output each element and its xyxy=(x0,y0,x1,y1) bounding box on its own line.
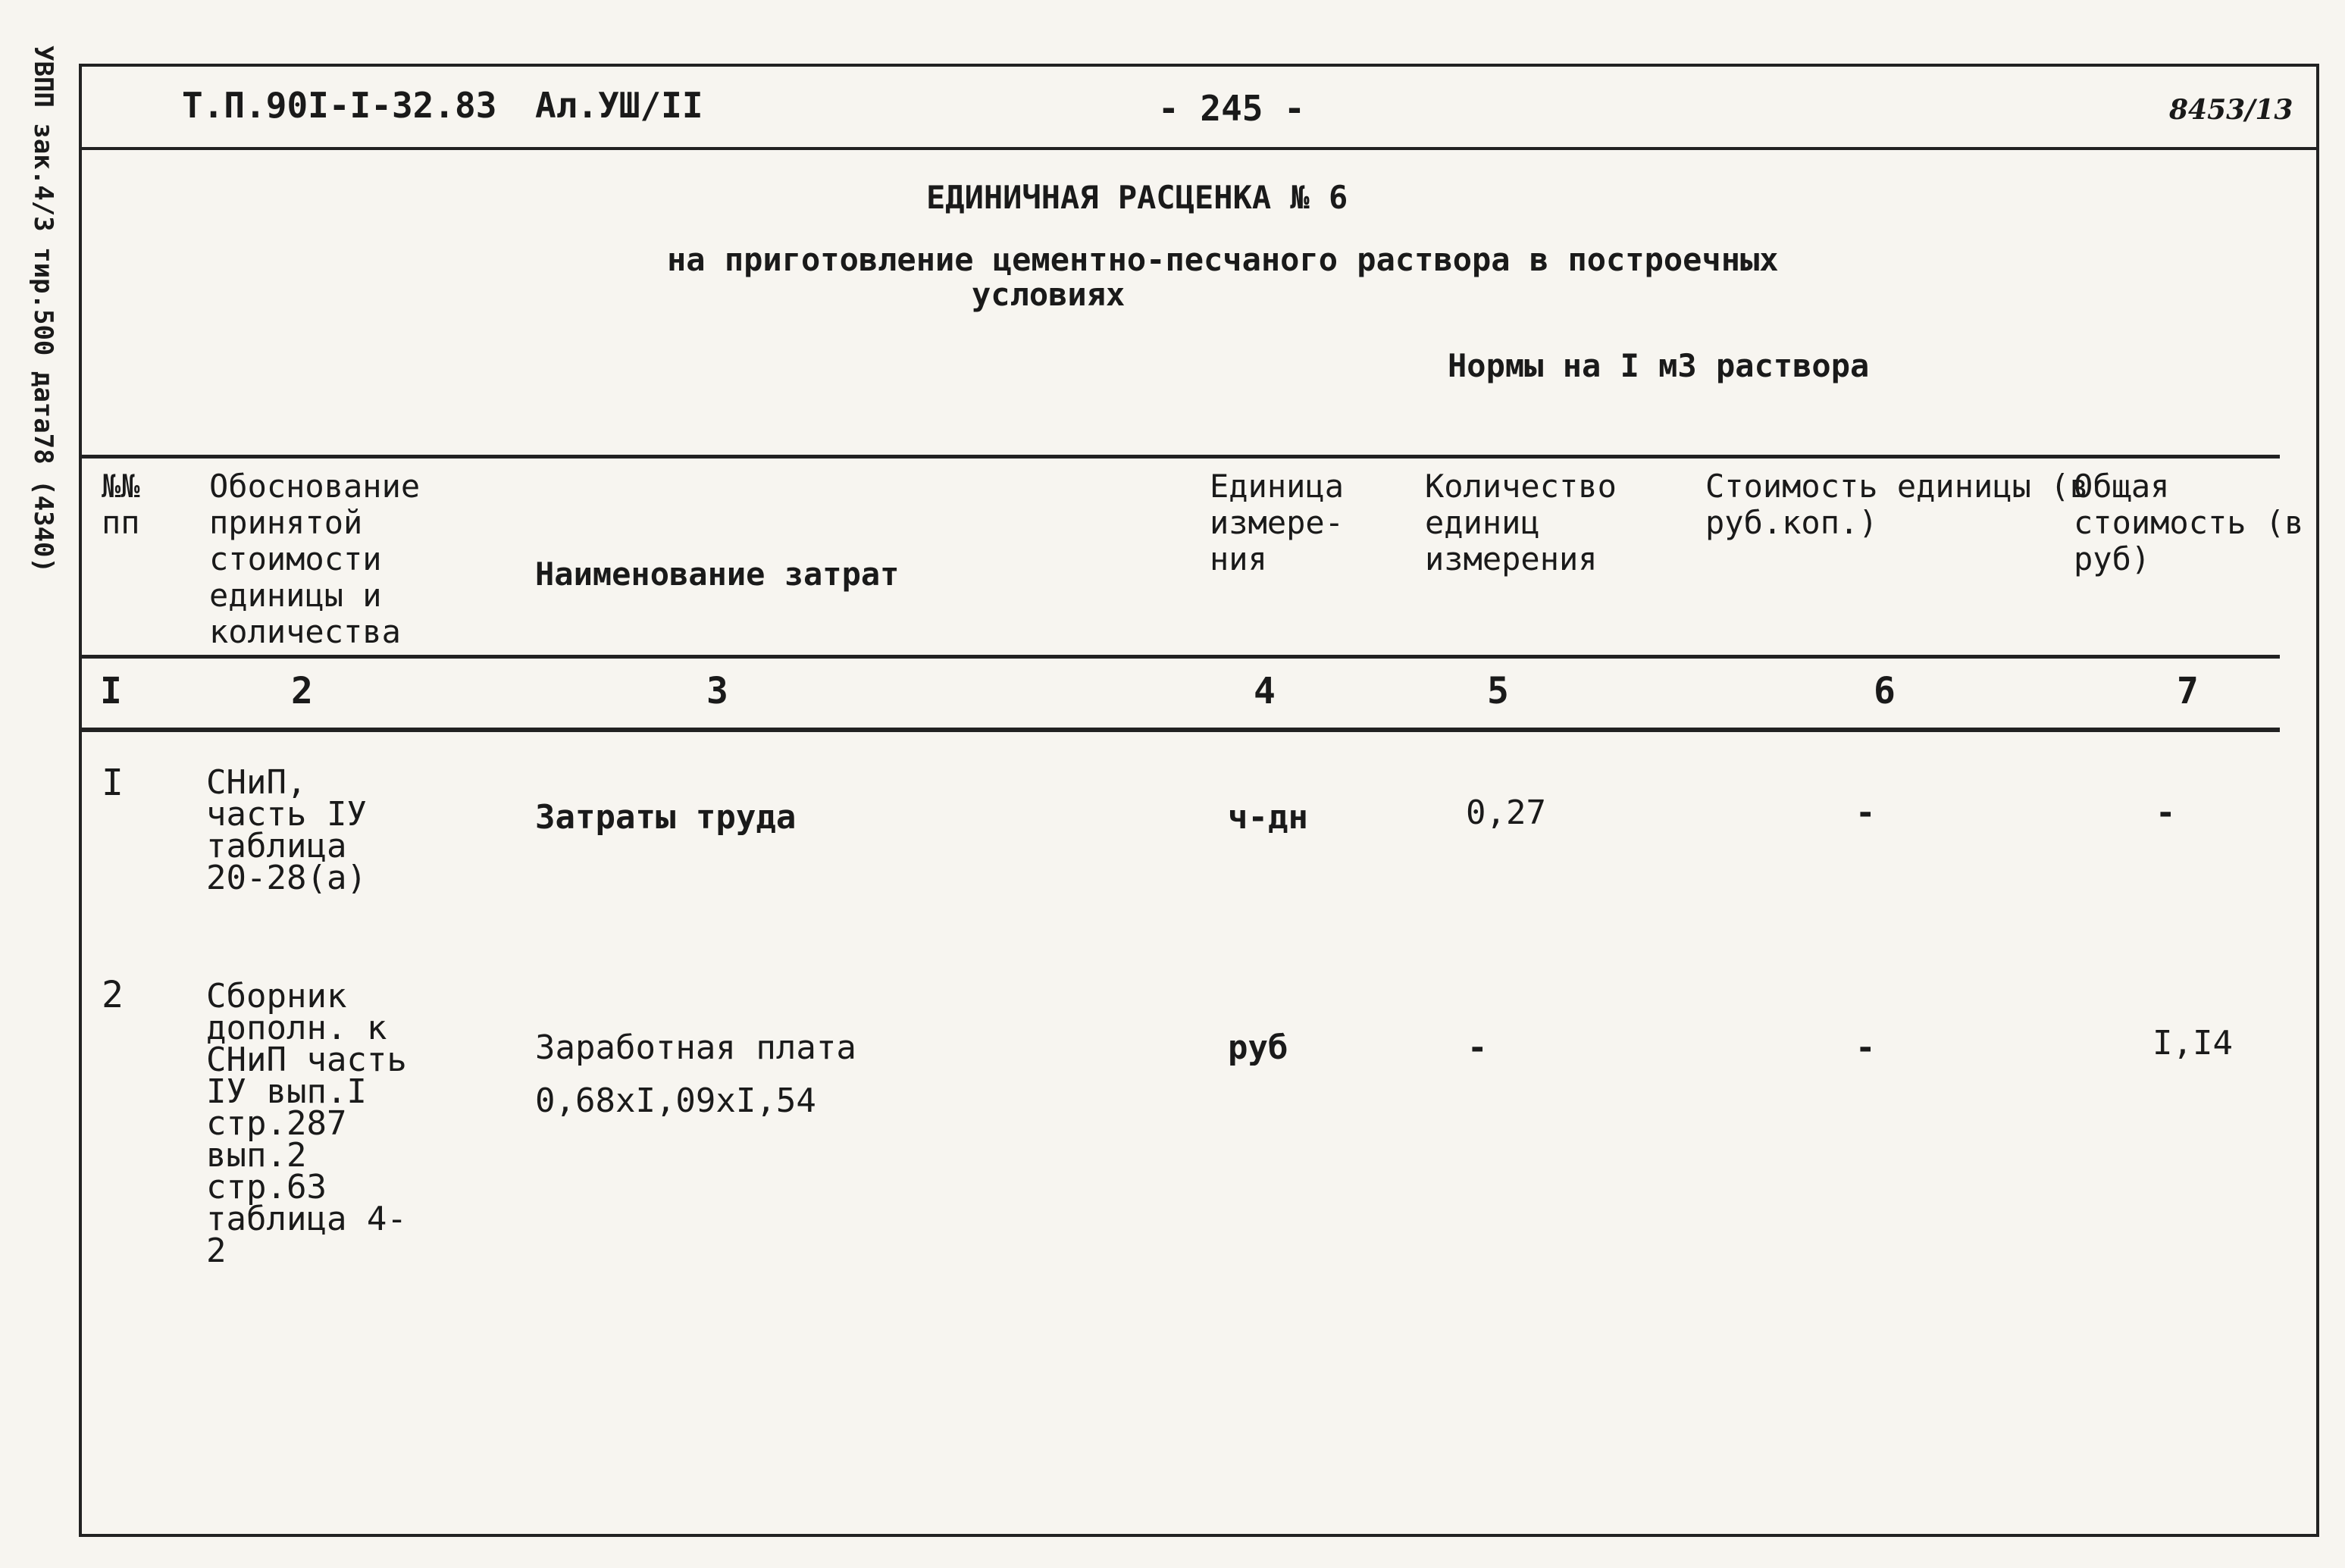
col-header-5: Количество единиц измерения xyxy=(1425,468,1617,577)
row-1-unit: ч-дн xyxy=(1228,798,1308,837)
col-num-3: 3 xyxy=(706,670,728,712)
row-2-basis: Сборник дополн. к СНиП часть IУ вып.I стр.287 вып.2 стр.63 таблица 4-2 xyxy=(206,977,407,1270)
row-2-unit: руб xyxy=(1228,1028,1288,1067)
table-numbers-rule xyxy=(82,728,2280,732)
col-num-6: 6 xyxy=(1874,670,1896,712)
row-2-total: I,I4 xyxy=(2152,1024,2233,1063)
row-2-unit-cost: - xyxy=(1855,1028,1876,1067)
side-margin-note xyxy=(17,45,70,621)
side-note-text: УВПП зак.4/3 тир.500 дата78 (4340) xyxy=(28,45,58,573)
col-header-3: Наименование затрат xyxy=(535,556,900,593)
title-line-3: условиях xyxy=(972,276,1126,313)
row-1-unit-cost: - xyxy=(1855,793,1876,832)
album-code: Ал.УШ/II xyxy=(535,85,703,126)
norms-label: Нормы на I м3 раствора xyxy=(1448,347,1870,384)
doc-code: Т.П.90I-I-32.83 xyxy=(182,85,497,126)
col-header-2: Обоснование принятой стоимости единицы и количества xyxy=(209,468,421,650)
page-number: - 245 - xyxy=(1158,88,1305,129)
row-2-name: Заработная плата xyxy=(535,1028,856,1067)
col-num-5: 5 xyxy=(1487,670,1509,712)
table-top-rule xyxy=(82,455,2280,459)
title-line-2: на приготовление цементно-песчаного раствора в построечных xyxy=(667,241,1779,278)
col-num-1: I xyxy=(100,670,122,712)
row-2-formula: 0,68хI,09хI,54 xyxy=(535,1081,816,1120)
row-1-total: - xyxy=(2156,793,2176,832)
row-1-name: Затраты труда xyxy=(535,798,797,837)
table-header-rule xyxy=(82,655,2280,659)
row-1-qty: 0,27 xyxy=(1466,793,1546,832)
page-frame xyxy=(79,64,2319,1537)
col-header-1: №№ пп xyxy=(102,468,140,541)
col-header-4: Единица измере- ния xyxy=(1210,468,1345,577)
row-1-basis: СНиП, часть IУ таблица 20-28(а) xyxy=(206,763,367,897)
stamp-number: 8453/13 xyxy=(2169,94,2293,126)
col-num-7: 7 xyxy=(2177,670,2199,712)
row-2-qty: - xyxy=(1467,1028,1488,1067)
col-num-4: 4 xyxy=(1254,670,1276,712)
col-num-2: 2 xyxy=(291,670,313,712)
row-1-num: I xyxy=(102,762,124,804)
document-title: ЕДИНИЧНАЯ РАСЦЕНКА № 6 xyxy=(926,179,1348,216)
col-header-7: Общая стоимость (в руб) xyxy=(2074,468,2304,577)
row-2-num: 2 xyxy=(102,974,124,1016)
header-rule xyxy=(82,147,2316,150)
col-header-6: Стоимость единицы (в руб.коп.) xyxy=(1705,468,2089,541)
